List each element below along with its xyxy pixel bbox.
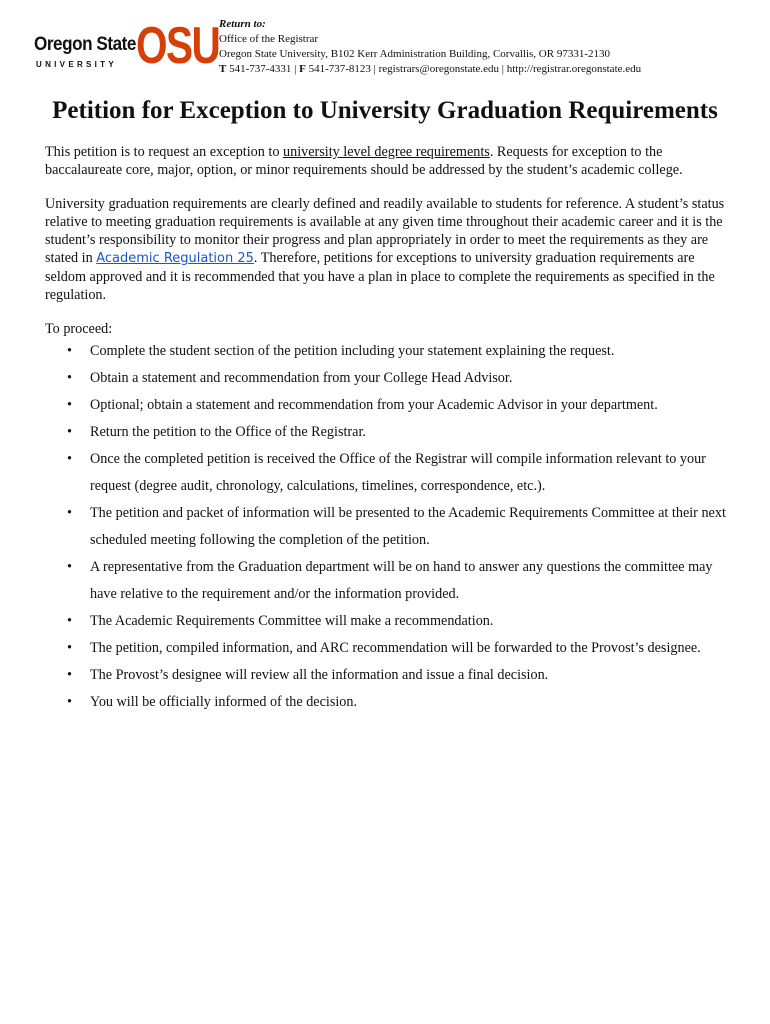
step-text: The Provost’s designee will review all the information and issue a final decision. xyxy=(90,667,549,683)
proceed-label: To proceed: xyxy=(45,321,113,337)
contact-line xyxy=(219,62,641,77)
requirements-paragraph xyxy=(45,195,730,304)
step-item xyxy=(45,500,730,554)
bullet-icon: • xyxy=(67,397,72,413)
step-text: A representative from the Graduation department will be on hand to answer any questions the committee may have relative to the requirement and/or the information provided. xyxy=(90,559,713,602)
logo-university: UNIVERSITY xyxy=(36,60,118,69)
step-text: The Academic Requirements Committee will make a recommendation. xyxy=(90,613,494,629)
document-title: Petition for Exception to University Graduation Requirements xyxy=(52,97,718,124)
bullet-icon: • xyxy=(67,667,72,683)
step-item xyxy=(45,338,730,365)
step-text: Return the petition to the Office of the Registrar. xyxy=(90,424,366,440)
intro-paragraph xyxy=(45,143,730,179)
bullet-icon: • xyxy=(67,559,72,575)
step-item xyxy=(45,554,730,608)
step-item xyxy=(45,689,730,716)
step-text: Optional; obtain a statement and recommendation from your Academic Advisor in your department. xyxy=(90,397,658,413)
bullet-icon: • xyxy=(67,451,72,467)
step-item xyxy=(45,365,730,392)
bullet-icon: • xyxy=(67,640,72,656)
osu-logo xyxy=(34,17,220,76)
office-name: Office of the Registrar xyxy=(219,33,319,45)
step-text: You will be officially informed of the decision. xyxy=(90,694,358,710)
step-item xyxy=(45,635,730,662)
phone-number: 541-737-4331 | xyxy=(226,63,300,75)
office-address: Oregon State University, B102 Kerr Administration Building, Corvallis, OR 97331-2130 xyxy=(219,48,610,60)
requirements-text-start: University graduation requirements are clearly defined and readily available to students for reference. A student’s status relative to meeting graduation requirements is available at any given time throughout their academic career and it is the student’s responsibility to monitor their progress and plan appropriately in order to meet the requirements as they are stated in xyxy=(45,196,725,266)
phone-label: T xyxy=(219,63,227,75)
bullet-icon: • xyxy=(67,370,72,386)
step-text: Complete the student section of the petition including your statement explaining the request. xyxy=(90,343,615,359)
step-text: The petition, compiled information, and ARC recommendation will be forwarded to the Provost’s designee. xyxy=(90,640,701,656)
step-item xyxy=(45,608,730,635)
bullet-icon: • xyxy=(67,343,72,359)
step-item xyxy=(45,662,730,689)
logo-wordmark: Oregon State xyxy=(34,34,136,55)
steps-list xyxy=(45,338,730,716)
bullet-icon: • xyxy=(67,424,72,440)
intro-text-start: This petition is to request an exception to xyxy=(45,144,283,160)
return-address xyxy=(219,17,641,77)
logo-osu-mark: OSU xyxy=(136,17,220,75)
step-item xyxy=(45,419,730,446)
academic-regulation-link[interactable]: Academic Regulation 25 xyxy=(96,251,254,266)
bullet-icon: • xyxy=(67,505,72,521)
fax-email-web: 541-737-8123 | registrars@oregonstate.edu | http://registrar.oregonstate.edu xyxy=(305,63,642,75)
requirements-text-end: . Therefore, petitions for exceptions to university graduation requirements are seldom approved and it is recommended that you have a plan in place to complete the requirements as specified in the regulation. xyxy=(45,250,715,303)
step-text: Once the completed petition is received the Office of the Registrar will compile information relevant to your request (degree audit, chronology, calculations, timelines, correspondence, etc.). xyxy=(90,451,706,494)
intro-text-end: . Requests for exception to the baccalaureate core, major, option, or minor requirements should be addressed by the student’s academic college. xyxy=(45,144,683,178)
step-item xyxy=(45,392,730,419)
step-item xyxy=(45,446,730,500)
document-body xyxy=(45,143,730,716)
step-text: Obtain a statement and recommendation from your College Head Advisor. xyxy=(90,370,513,386)
degree-requirements-link[interactable]: university level degree requirements xyxy=(283,144,490,160)
return-to-label: Return to: xyxy=(219,18,266,30)
fax-label: F xyxy=(299,63,306,75)
bullet-icon: • xyxy=(67,613,72,629)
step-text: The petition and packet of information will be presented to the Academic Requirements Committee at their next scheduled meeting following the completion of the petition. xyxy=(90,505,726,548)
bullet-icon: • xyxy=(67,694,72,710)
